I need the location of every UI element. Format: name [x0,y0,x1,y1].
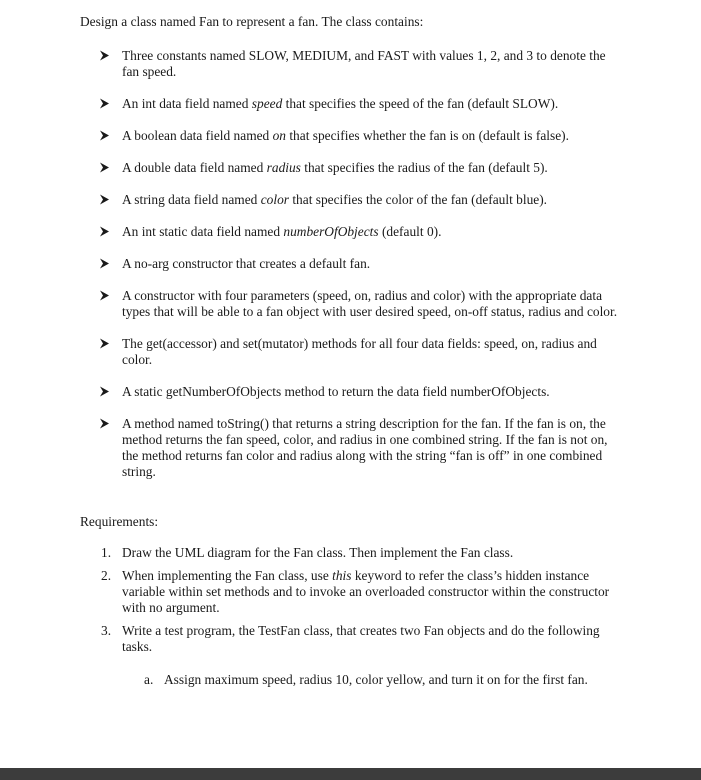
bullet-item [0,192,622,208]
text-segment: An int data field named [122,96,252,111]
text-segment: The get(accessor) and set(mutator) methods for all four data fields: speed, on, radius and color. [122,336,597,367]
bullet-text [122,336,622,368]
arrow-bullet-icon [99,226,110,237]
arrow-bullet-icon [99,130,110,141]
bullet-text [122,384,622,400]
emphasized-term: this [332,568,352,583]
requirements-heading: Requirements: [80,514,159,529]
arrow-bullet-icon [99,338,110,349]
bullet-item [0,48,622,80]
text-segment: Three constants named SLOW, MEDIUM, and FAST with values 1, 2, and 3 to denote the fan speed. [122,48,606,79]
bullet-item [0,256,622,272]
text-segment: that specifies the radius of the fan (default 5). [300,160,548,175]
bullet-text [122,256,622,272]
bullet-text [122,416,622,480]
bullet-text [122,128,622,144]
subtask-text: Assign maximum speed, radius 10, color yellow, and turn it on for the first fan. [164,672,588,687]
text-segment: When implementing the Fan class, use [122,568,333,583]
bullet-text [122,288,622,320]
requirements-numbered-list [0,545,701,662]
text-segment: (default 0). [378,224,442,239]
bottom-scrollbar-edge [0,768,701,780]
bullet-item [0,384,622,400]
bullet-text [122,48,622,80]
bullet-text [122,192,622,208]
text-segment: A string data field named [122,192,261,207]
text-segment: that specifies the speed of the fan (default SLOW). [282,96,559,111]
requirement-number: 1. [101,545,112,560]
emphasized-term: color [260,192,289,207]
requirement-text [122,545,513,560]
bullet-item [0,416,622,480]
text-segment: that specifies whether the fan is on (default is false). [285,128,569,143]
text-segment: keyword to refer the class’s hidden instance variable within set methods and to invoke an overloaded constructor within the constructor with no argument. [122,568,610,615]
bullet-text [122,160,622,176]
subtask-list [0,672,701,688]
requirement-number: 2. [101,568,112,583]
emphasized-term: numberOfObjects [283,224,379,239]
bullet-text [122,96,622,112]
subtask-item [0,672,701,688]
requirement-text [122,568,609,615]
text-segment: Draw the UML diagram for the Fan class. Then implement the Fan class. [122,545,514,560]
requirement-text [122,623,600,654]
subtask-letter: a. [144,672,154,687]
requirement-item [0,623,617,655]
text-segment: A no-arg constructor that creates a default fan. [122,256,371,271]
bullet-item [0,128,622,144]
requirement-number: 3. [101,623,112,638]
arrow-bullet-icon [99,290,110,301]
text-segment: that specifies the color of the fan (default blue). [288,192,548,207]
text-segment: Write a test program, the TestFan class, that creates two Fan objects and do the following tasks. [122,623,600,654]
bullet-item [0,96,622,112]
text-segment: A static getNumberOfObjects method to return the data field numberOfObjects. [122,384,550,399]
bullet-item [0,336,622,368]
requirements-bullet-list [0,48,701,496]
bullet-item [0,160,622,176]
arrow-bullet-icon [99,258,110,269]
bullet-text [122,224,622,240]
emphasized-term: on [272,128,286,143]
text-segment: A boolean data field named [122,128,273,143]
text-segment: An int static data field named [122,224,284,239]
arrow-bullet-icon [99,162,110,173]
text-segment: A double data field named [122,160,267,175]
arrow-bullet-icon [99,386,110,397]
arrow-bullet-icon [99,418,110,429]
requirement-item [0,568,617,616]
text-segment: A method named toString() that returns a string description for the fan. If the fan is on, the method returns the fan speed, color, and radius in one combined string. If the fan is not on, the method returns fan color and radius along with the string “fan is off” in one combined string. [122,416,608,479]
requirement-item [0,545,617,561]
arrow-bullet-icon [99,98,110,109]
text-segment: A constructor with four parameters (speed, on, radius and color) with the appropriate data types that will be able to a fan object with user desired speed, on-off status, radius and color. [122,288,618,319]
bullet-item [0,288,622,320]
bullet-item [0,224,622,240]
emphasized-term: radius [266,160,301,175]
intro-text: Design a class named Fan to represent a fan. The class contains: [80,14,424,29]
arrow-bullet-icon [99,194,110,205]
arrow-bullet-icon [99,50,110,61]
emphasized-term: speed [251,96,283,111]
